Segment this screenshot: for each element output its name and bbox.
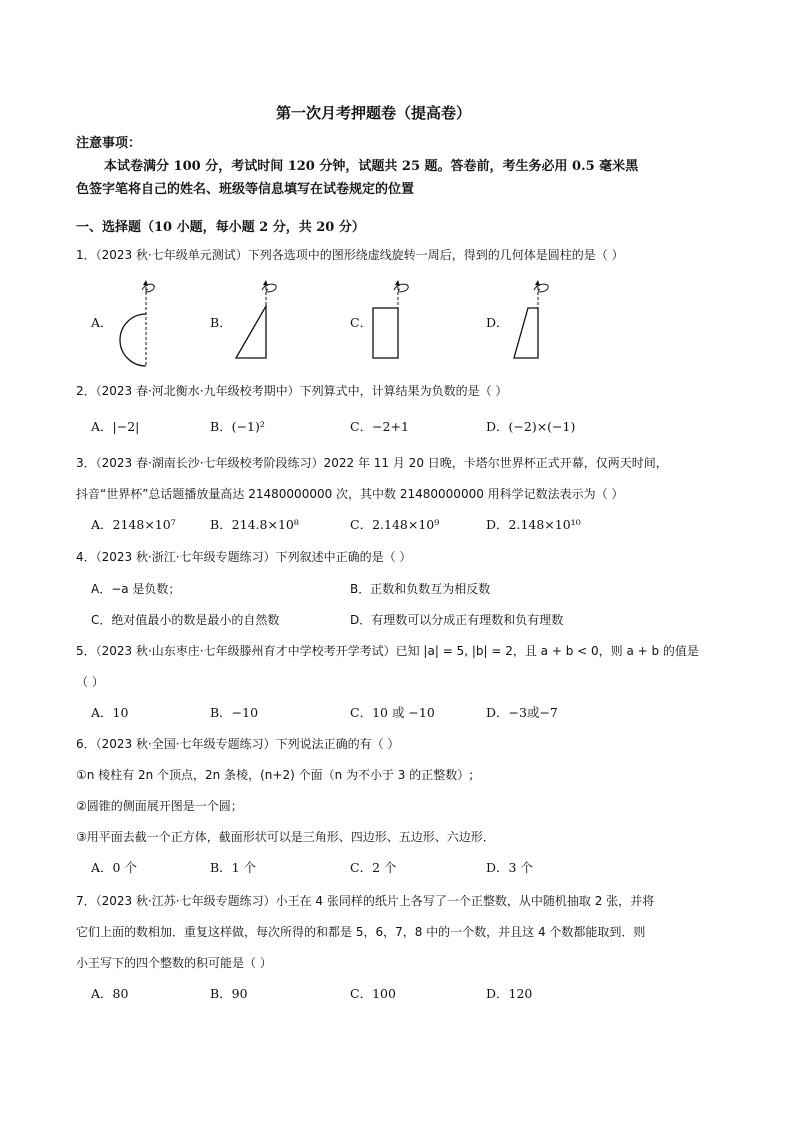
notice-heading: 注意事项：	[76, 136, 142, 151]
q3-option-c: C．2.148×10⁹	[350, 517, 440, 532]
q3-option-a: A．2148×10⁷	[91, 517, 176, 532]
q6-option-d: D．3 个	[486, 860, 533, 875]
q5-option-c: C．10 或 −10	[350, 705, 435, 720]
q5-option-b: B．−10	[210, 705, 259, 720]
q7-option-c: C．100	[350, 986, 396, 1001]
q4-option-a: A．−a 是负数；	[91, 582, 181, 596]
q4-option-c: C．绝对值最小的数是最小的自然数	[91, 613, 280, 627]
figure-c-rectangle	[370, 276, 420, 368]
page-title: 第一次月考押题卷（提高卷）	[276, 104, 472, 122]
q5-option-a: A．10	[91, 705, 129, 720]
q6-option-a: A．0 个	[91, 860, 137, 875]
question-7-stem-line-1: 7．（2023 秋·江苏·七年级专题练习）小王在 4 张同样的纸片上各写了一个正整数，从中随机抽取 2 张，并将	[76, 894, 655, 908]
question-5-stem-line-1: 5．（2023 秋·山东枣庄·七年级滕州育才中学校考开学考试）已知 |a| = 5, |b| = 2，且 a + b < 0，则 a + b 的值是	[76, 644, 699, 658]
q4-option-d: D．有理数可以分成正有理数和负有理数	[350, 613, 564, 627]
q1-option-b: B．	[210, 315, 232, 330]
question-7-stem-line-3: 小王写下的四个整数的积可能是（ ）	[76, 956, 272, 970]
q7-option-a: A．80	[91, 986, 129, 1001]
question-4-stem: 4．（2023 秋·浙江·七年级专题练习）下列叙述中正确的是（ ）	[76, 550, 412, 564]
q5-option-d: D．−3或−7	[486, 705, 558, 720]
q3-option-d: D．2.148×10¹⁰	[486, 517, 581, 532]
figure-a-semicircle	[112, 276, 162, 368]
question-3-stem-line-2: 抖音“世界杯”总话题播放量高达 21480000000 次，其中数 21480000000 用科学记数法表示为（ ）	[76, 487, 624, 501]
question-5-stem-line-2: （ ）	[76, 675, 104, 689]
q2-option-b: B．(−1)²	[210, 419, 265, 434]
q2-option-c: C．−2+1	[350, 419, 409, 434]
q1-option-a: A．	[91, 315, 113, 330]
figure-b-triangle	[232, 276, 282, 368]
notice-line-2: 色签字笔将自己的姓名、班级等信息填写在试卷规定的位置	[76, 182, 415, 197]
q1-option-c: C．	[350, 315, 373, 330]
q2-option-d: D．(−2)×(−1)	[486, 419, 576, 434]
q4-option-b: B．正数和负数互为相反数	[350, 582, 491, 596]
q6-statement-1: ①n 棱柱有 2n 个顶点，2n 条棱，(n+2) 个面（n 为不小于 3 的正整数）;	[76, 768, 474, 782]
question-2-stem: 2．（2023 春·河北衡水·九年级校考期中）下列算式中，计算结果为负数的是（ ）	[76, 384, 508, 398]
q6-option-b: B．1 个	[210, 860, 257, 875]
notice-line-1: 本试卷满分 100 分，考试时间 120 分钟，试题共 25 题。答卷前，考生务必用 0.5 毫米黑	[104, 159, 639, 174]
figure-d-trapezoid	[508, 276, 558, 368]
q7-option-d: D．120	[486, 986, 533, 1001]
q6-statement-3: ③用平面去截一个正方体，截面形状可以是三角形、四边形、五边形、六边形．	[76, 830, 495, 844]
q2-option-a: A．|−2|	[91, 419, 140, 434]
q3-option-b: B．214.8×10⁸	[210, 517, 299, 532]
question-6-stem: 6．（2023 秋·全国·七年级专题练习）下列说法正确的有（ ）	[76, 737, 400, 751]
q6-statement-2: ②圆锥的侧面展开图是一个圆；	[76, 799, 243, 813]
section-heading: 一、选择题（10 小题，每小题 2 分，共 20 分）	[76, 220, 365, 235]
q1-option-d: D．	[486, 315, 509, 330]
q7-option-b: B．90	[210, 986, 248, 1001]
question-7-stem-line-2: 它们上面的数相加．重复这样做，每次所得的和都是 5，6，7，8 中的一个数，并且这 4 个数都能取到．则	[76, 925, 646, 939]
question-1-stem: 1．（2023 秋·七年级单元测试）下列各选项中的图形绕虚线旋转一周后，得到的几何体是圆柱的是（ ）	[76, 248, 624, 262]
q6-option-c: C．2 个	[350, 860, 397, 875]
question-3-stem-line-1: 3．（2023 春·湖南长沙·七年级校考阶段练习）2022 年 11 月 20 日晚，卡塔尔世界杯正式开幕，仅两天时间，	[76, 456, 668, 470]
